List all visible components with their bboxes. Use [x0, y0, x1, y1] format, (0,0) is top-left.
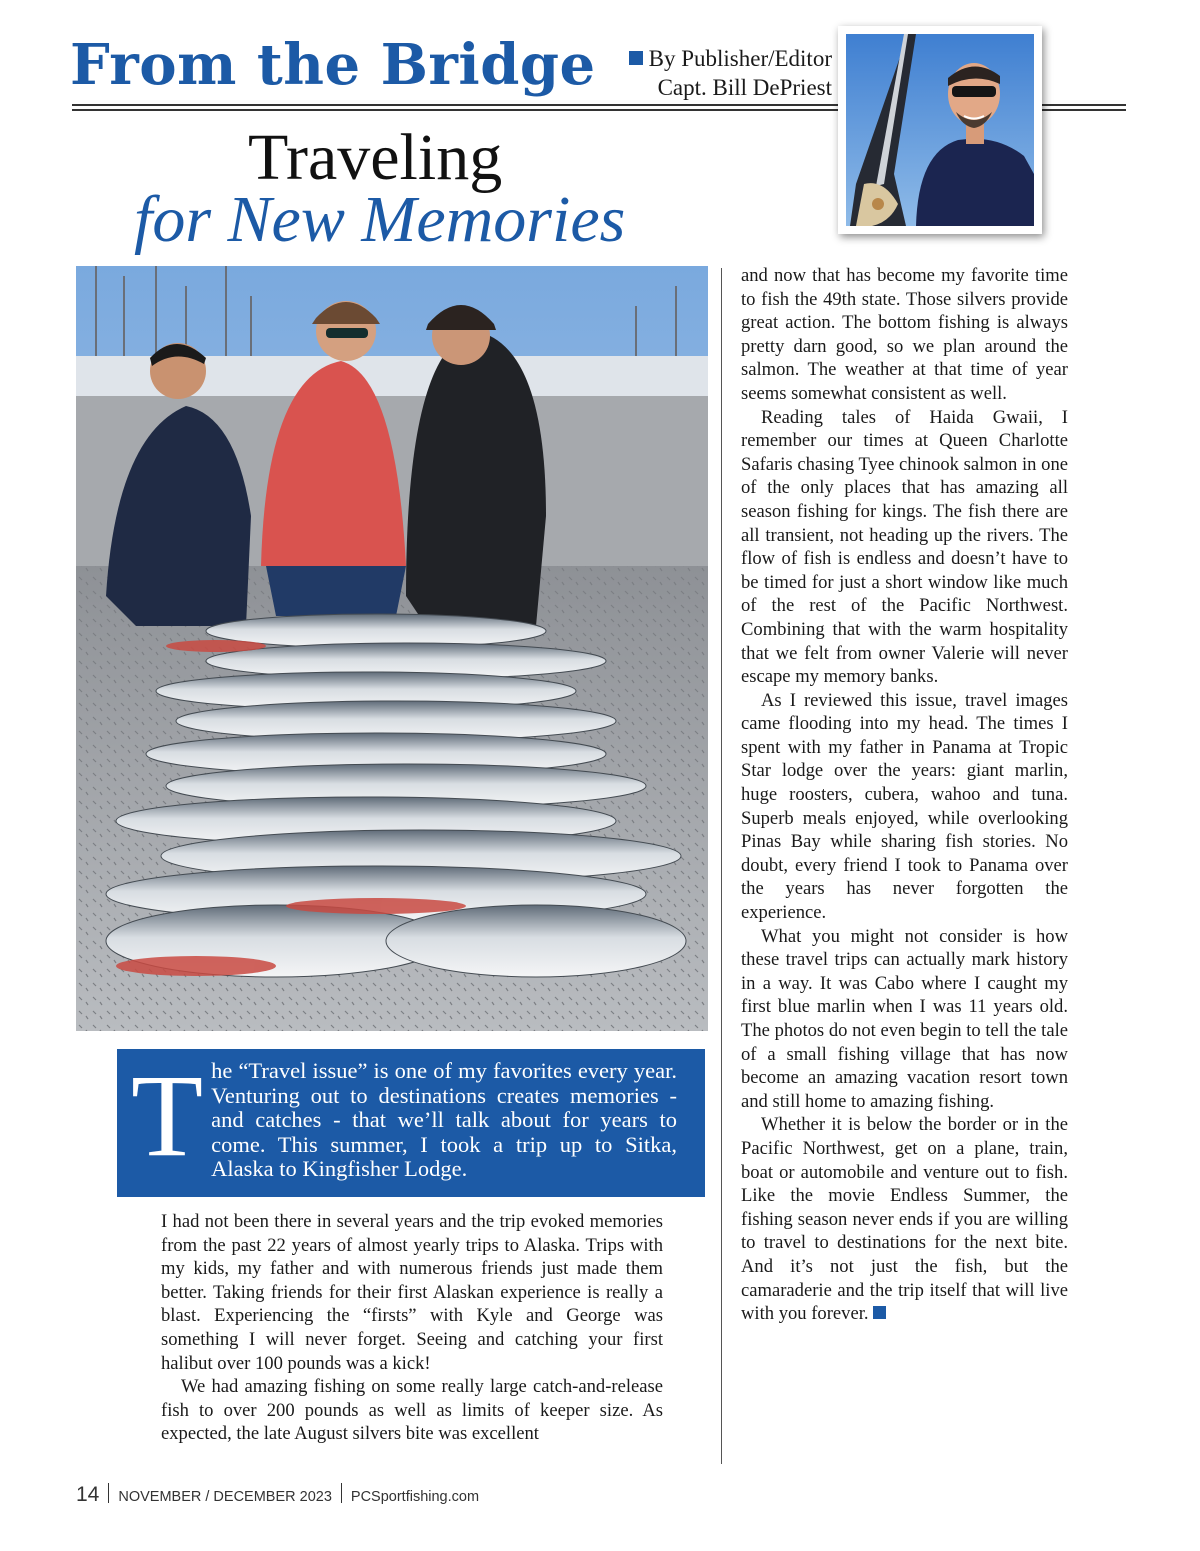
footer-divider [341, 1483, 342, 1503]
byline [596, 44, 832, 102]
article-right-column [741, 264, 1068, 1326]
byline-role: By Publisher/Editor [648, 46, 832, 71]
footer-divider [108, 1483, 109, 1503]
paragraph: What you might not consider is how these travel trips can actually mark history in a way. It was Cabo where I caught my first blue marlin when I was 11 years old. The photos do not even begin to tell the tale of a small fishing village that has now become an amazing vacation resort town and still home to amazing fishing. [741, 925, 1068, 1112]
paragraph: Reading tales of Haida Gwaii, I remember our times at Queen Charlotte Safaris chasing Tyee chinook salmon in one of the only places that has amazing all season fishing for kings. The fish there are all transient, not heading up the rivers. The flow of fish is endless and doesn’t have to be timed for just a short window like much of the rest of the Pacific Northwest. Combining that with the warm hospitality that we felt from owner Valerie will never escape my memory banks. [741, 406, 1068, 688]
header-rule-right-top [1040, 104, 1126, 106]
header-rule-bottom [72, 109, 842, 111]
issue-date: NOVEMBER / DECEMBER 2023 [118, 1489, 332, 1505]
paragraph: and now that has become my favorite time to fish the 49th state. Those silvers provide great action. The bottom fishing is always pretty darn good, so we plan around the salmon. The weather at that time of year seems somewhat consistent as well. [741, 265, 1068, 404]
headline-line-2: for New Memories [134, 183, 626, 256]
page-footer [76, 1483, 479, 1507]
headline-line-1: Traveling [248, 121, 503, 194]
drop-cap: T [131, 1050, 204, 1181]
paragraph: I had not been there in several years and the trip evoked memories from the past 22 years of almost yearly trips to Alaska. Trips with my kids, my father and with numerous friends just made them better. Taking friends for their first Alaskan experience is really a blast. Experiencing the “firsts” with Kyle and George was something I will never forget. Seeing and catching your first halibut over 100 pounds was a kick! [161, 1211, 663, 1374]
pull-quote-text: he “Travel issue” is one of my favorites every year. Venturing out to destinations creates memories - and catches - that we’ll talk about for years to come. This summer, I took a trip up to Sitka, Alaska to Kingfisher Lodge. [211, 1058, 677, 1181]
website-link[interactable]: PCSportfishing.com [350, 1489, 480, 1505]
main-photo-image [76, 266, 708, 1031]
paragraph [741, 1113, 1068, 1325]
column-divider [721, 268, 722, 1464]
author-photo [838, 26, 1042, 234]
article-left-column [161, 1210, 663, 1446]
section-title: From the Bridge [70, 32, 596, 98]
paragraph: As I reviewed this issue, travel images came flooding into my head. The times I spent with my father in Panama at Tropic Star lodge over the years: giant marlin, huge roosters, cubera, wahoo and tuna. Superb meals enjoyed, while overlooking Pinas Bay while sharing fish stories. No doubt, every friend I took to Panama over the years has never forgotten the experience. [741, 689, 1068, 924]
end-mark-icon [873, 1306, 886, 1319]
main-photo [76, 266, 708, 1031]
header-rule-right-bottom [1040, 109, 1126, 111]
paragraph: We had amazing fishing on some really large catch-and-release fish to over 200 pounds as well as limits of keeper size. As expected, the late August silvers bite was excellent [161, 1376, 663, 1445]
page-number: 14 [76, 1483, 100, 1506]
byline-author: Capt. Bill DePriest [657, 75, 832, 100]
intro-pull-quote [117, 1049, 705, 1197]
paragraph-text: Whether it is below the border or in the Pacific Northwest, get on a plane, train, boat or automobile and venture out to fish. Like the movie Endless Summer, the fishing season never ends if you are willing to travel to destinations for the next bite. And it’s not just the fish, but the camaraderie and the trip itself that will live with you forever. [741, 1114, 1068, 1325]
header-rule-top [72, 104, 842, 106]
blue-square-icon [629, 51, 643, 65]
author-photo-image [846, 34, 1034, 226]
